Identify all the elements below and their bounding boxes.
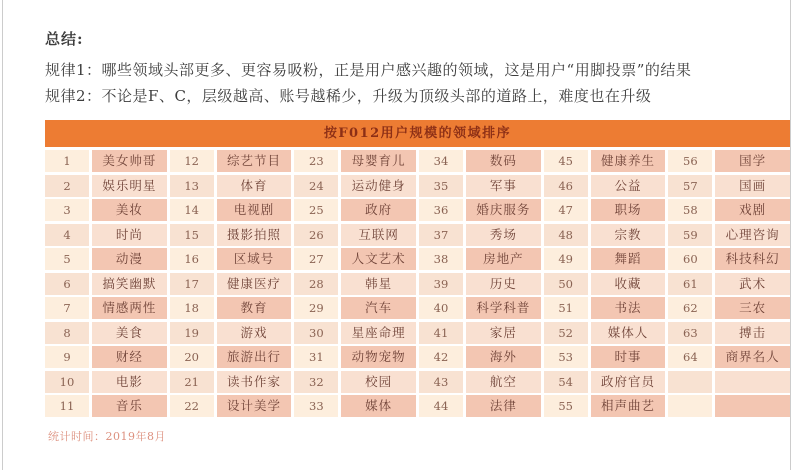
domain-cell: 娱乐明星 bbox=[92, 175, 167, 197]
rank-cell: 31 bbox=[294, 346, 338, 368]
domain-grid bbox=[45, 150, 790, 417]
rank-cell: 32 bbox=[294, 371, 338, 393]
domain-cell: 公益 bbox=[591, 175, 666, 197]
domain-cell bbox=[715, 371, 790, 393]
rank-cell: 62 bbox=[668, 297, 712, 319]
domain-cell: 设计美学 bbox=[217, 395, 292, 417]
domain-cell: 电视剧 bbox=[217, 199, 292, 221]
rank-cell: 43 bbox=[419, 371, 463, 393]
rank-cell: 13 bbox=[170, 175, 214, 197]
domain-cell: 武术 bbox=[715, 273, 790, 295]
domain-cell: 时尚 bbox=[92, 224, 167, 246]
domain-cell: 国学 bbox=[715, 150, 790, 172]
domain-cell: 互联网 bbox=[341, 224, 416, 246]
domain-cell: 美女帅哥 bbox=[92, 150, 167, 172]
domain-cell: 军事 bbox=[466, 175, 541, 197]
rank-cell: 63 bbox=[668, 322, 712, 344]
rank-cell: 58 bbox=[668, 199, 712, 221]
rank-cell: 55 bbox=[544, 395, 588, 417]
rank-cell: 30 bbox=[294, 322, 338, 344]
rank-cell: 14 bbox=[170, 199, 214, 221]
domain-ranking-table bbox=[45, 120, 790, 417]
rank-cell: 5 bbox=[45, 248, 89, 270]
domain-cell: 秀场 bbox=[466, 224, 541, 246]
rank-cell: 12 bbox=[170, 150, 214, 172]
domain-cell: 心理咨询 bbox=[715, 224, 790, 246]
page-edge-right-line bbox=[790, 0, 791, 470]
rank-cell: 27 bbox=[294, 248, 338, 270]
rank-cell: 49 bbox=[544, 248, 588, 270]
rank-cell: 56 bbox=[668, 150, 712, 172]
rank-cell: 39 bbox=[419, 273, 463, 295]
domain-cell: 运动健身 bbox=[341, 175, 416, 197]
domain-cell: 书法 bbox=[591, 297, 666, 319]
domain-cell: 科学科普 bbox=[466, 297, 541, 319]
rank-cell: 7 bbox=[45, 297, 89, 319]
domain-cell: 情感两性 bbox=[92, 297, 167, 319]
rank-cell bbox=[668, 371, 712, 393]
domain-cell: 科技科幻 bbox=[715, 248, 790, 270]
domain-cell: 综艺节目 bbox=[217, 150, 292, 172]
domain-cell: 舞蹈 bbox=[591, 248, 666, 270]
rank-cell: 36 bbox=[419, 199, 463, 221]
rank-cell: 48 bbox=[544, 224, 588, 246]
rank-cell: 3 bbox=[45, 199, 89, 221]
rank-cell: 19 bbox=[170, 322, 214, 344]
domain-cell: 戏剧 bbox=[715, 199, 790, 221]
domain-cell: 动漫 bbox=[92, 248, 167, 270]
domain-cell: 房地产 bbox=[466, 248, 541, 270]
domain-cell: 媒体 bbox=[341, 395, 416, 417]
page-edge-left-line bbox=[2, 0, 3, 470]
domain-cell: 政府官员 bbox=[591, 371, 666, 393]
rank-cell: 11 bbox=[45, 395, 89, 417]
domain-cell: 韩星 bbox=[341, 273, 416, 295]
summary-block bbox=[45, 28, 775, 109]
rank-cell: 50 bbox=[544, 273, 588, 295]
domain-cell: 搏击 bbox=[715, 322, 790, 344]
domain-cell: 财经 bbox=[92, 346, 167, 368]
rank-cell: 23 bbox=[294, 150, 338, 172]
rank-cell: 61 bbox=[668, 273, 712, 295]
domain-cell: 校园 bbox=[341, 371, 416, 393]
rank-cell: 60 bbox=[668, 248, 712, 270]
domain-cell: 人文艺术 bbox=[341, 248, 416, 270]
rank-cell: 2 bbox=[45, 175, 89, 197]
rank-cell: 40 bbox=[419, 297, 463, 319]
rank-cell: 37 bbox=[419, 224, 463, 246]
domain-cell: 美妆 bbox=[92, 199, 167, 221]
rank-cell: 34 bbox=[419, 150, 463, 172]
rank-cell: 38 bbox=[419, 248, 463, 270]
domain-cell: 法律 bbox=[466, 395, 541, 417]
domain-cell: 读书作家 bbox=[217, 371, 292, 393]
domain-cell: 海外 bbox=[466, 346, 541, 368]
rank-cell: 9 bbox=[45, 346, 89, 368]
rank-cell: 46 bbox=[544, 175, 588, 197]
rank-cell: 64 bbox=[668, 346, 712, 368]
domain-cell: 时事 bbox=[591, 346, 666, 368]
rule-line-2: 规律2：不论是F、C，层级越高、账号越稀少，升级为顶级头部的道路上，难度也在升级 bbox=[45, 87, 652, 105]
domain-cell: 动物宠物 bbox=[341, 346, 416, 368]
domain-cell: 母婴育儿 bbox=[341, 150, 416, 172]
rank-cell: 28 bbox=[294, 273, 338, 295]
domain-cell: 健康养生 bbox=[591, 150, 666, 172]
rank-cell: 54 bbox=[544, 371, 588, 393]
rank-cell: 59 bbox=[668, 224, 712, 246]
domain-cell: 航空 bbox=[466, 371, 541, 393]
rank-cell: 17 bbox=[170, 273, 214, 295]
rank-cell: 1 bbox=[45, 150, 89, 172]
rank-cell: 51 bbox=[544, 297, 588, 319]
rank-cell: 6 bbox=[45, 273, 89, 295]
rule-line-1: 规律1：哪些领域头部更多、更容易吸粉，正是用户感兴趣的领域，这是用户“用脚投票”的结果 bbox=[45, 61, 692, 79]
domain-cell: 搞笑幽默 bbox=[92, 273, 167, 295]
domain-cell: 国画 bbox=[715, 175, 790, 197]
rank-cell: 29 bbox=[294, 297, 338, 319]
rank-cell: 22 bbox=[170, 395, 214, 417]
rank-cell: 52 bbox=[544, 322, 588, 344]
rank-cell: 33 bbox=[294, 395, 338, 417]
rank-cell: 53 bbox=[544, 346, 588, 368]
domain-cell: 宗教 bbox=[591, 224, 666, 246]
summary-title: 总结: bbox=[45, 30, 84, 48]
rank-cell: 16 bbox=[170, 248, 214, 270]
domain-cell: 数码 bbox=[466, 150, 541, 172]
domain-cell: 电影 bbox=[92, 371, 167, 393]
domain-cell: 汽车 bbox=[341, 297, 416, 319]
domain-cell: 历史 bbox=[466, 273, 541, 295]
rank-cell: 41 bbox=[419, 322, 463, 344]
domain-cell: 收藏 bbox=[591, 273, 666, 295]
rank-cell: 42 bbox=[419, 346, 463, 368]
domain-cell: 区域号 bbox=[217, 248, 292, 270]
domain-cell: 体育 bbox=[217, 175, 292, 197]
rank-cell: 35 bbox=[419, 175, 463, 197]
rank-cell: 24 bbox=[294, 175, 338, 197]
domain-cell: 三农 bbox=[715, 297, 790, 319]
table-title: 按F012用户规模的领域排序 bbox=[45, 120, 790, 147]
rank-cell: 20 bbox=[170, 346, 214, 368]
rank-cell: 21 bbox=[170, 371, 214, 393]
domain-cell: 教育 bbox=[217, 297, 292, 319]
domain-cell: 健康医疗 bbox=[217, 273, 292, 295]
rank-cell: 44 bbox=[419, 395, 463, 417]
domain-cell: 政府 bbox=[341, 199, 416, 221]
domain-cell bbox=[715, 395, 790, 417]
rank-cell: 25 bbox=[294, 199, 338, 221]
rank-cell: 47 bbox=[544, 199, 588, 221]
statistics-date-footnote: 统计时间：2019年8月 bbox=[48, 430, 166, 443]
rank-cell: 26 bbox=[294, 224, 338, 246]
domain-cell: 美食 bbox=[92, 322, 167, 344]
rank-cell: 57 bbox=[668, 175, 712, 197]
domain-cell: 摄影拍照 bbox=[217, 224, 292, 246]
domain-cell: 商界名人 bbox=[715, 346, 790, 368]
rank-cell: 4 bbox=[45, 224, 89, 246]
rank-cell: 8 bbox=[45, 322, 89, 344]
rank-cell: 15 bbox=[170, 224, 214, 246]
domain-cell: 职场 bbox=[591, 199, 666, 221]
rank-cell: 10 bbox=[45, 371, 89, 393]
domain-cell: 旅游出行 bbox=[217, 346, 292, 368]
domain-cell: 星座命理 bbox=[341, 322, 416, 344]
rank-cell bbox=[668, 395, 712, 417]
domain-cell: 媒体人 bbox=[591, 322, 666, 344]
domain-cell: 婚庆服务 bbox=[466, 199, 541, 221]
domain-cell: 相声曲艺 bbox=[591, 395, 666, 417]
domain-cell: 音乐 bbox=[92, 395, 167, 417]
rank-cell: 45 bbox=[544, 150, 588, 172]
domain-cell: 游戏 bbox=[217, 322, 292, 344]
domain-cell: 家居 bbox=[466, 322, 541, 344]
rank-cell: 18 bbox=[170, 297, 214, 319]
